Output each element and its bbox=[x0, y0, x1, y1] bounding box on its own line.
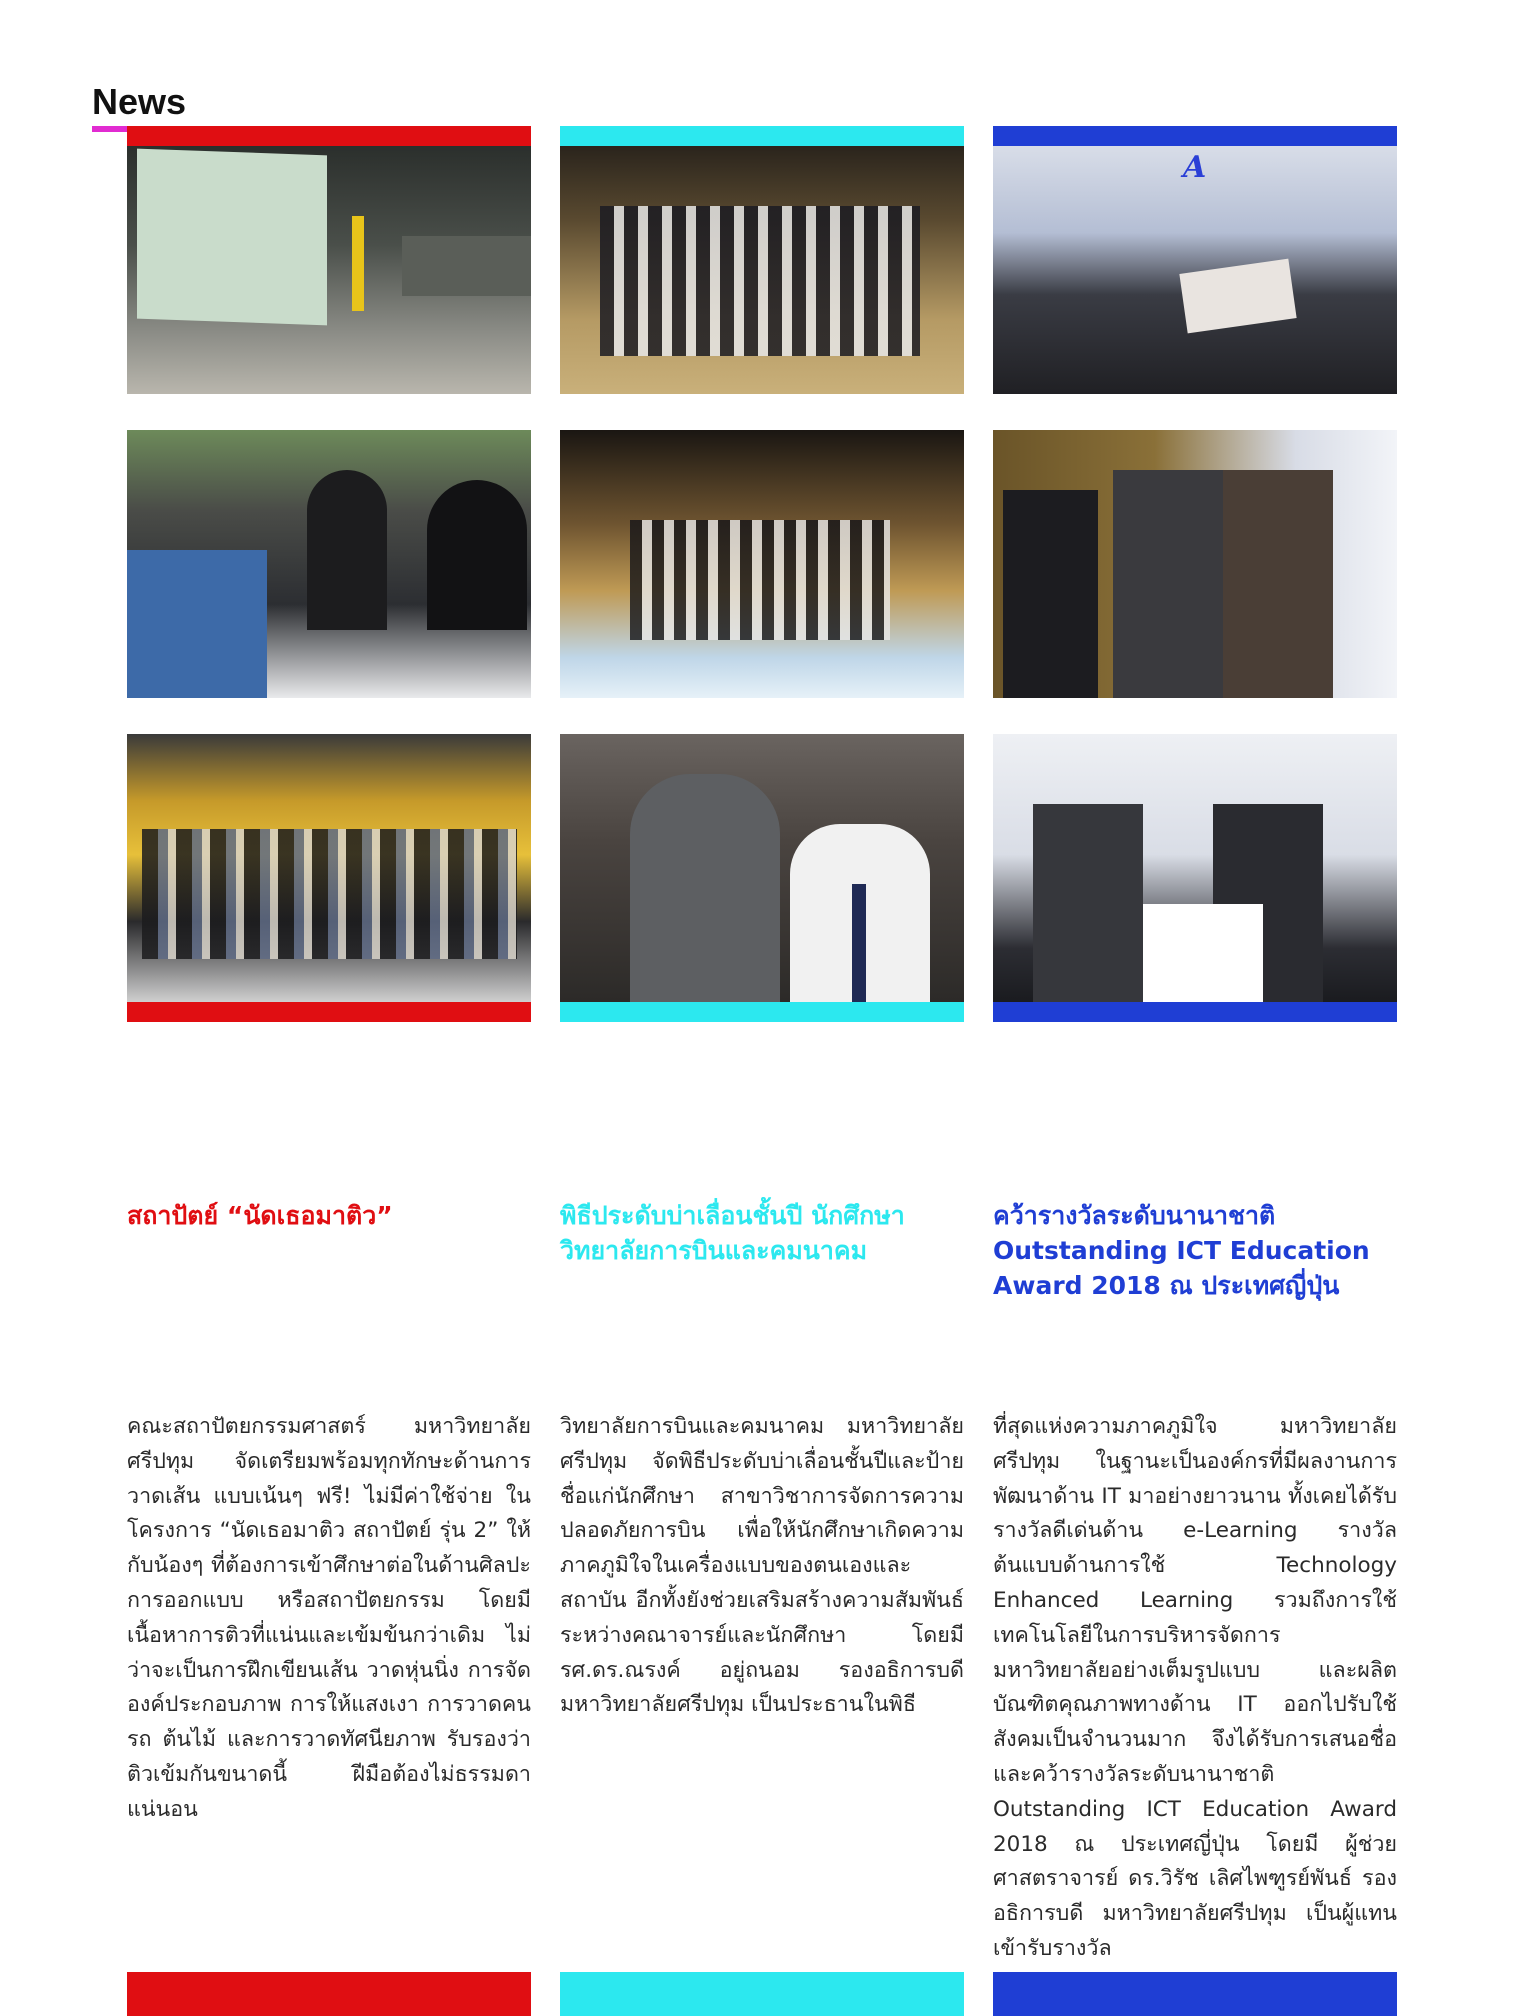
column-2-bottom-bar bbox=[560, 1002, 964, 1022]
column-2-footer-bar bbox=[560, 1972, 964, 2016]
article-body-architecture: คณะสถาปัตยกรรมศาสตร์ มหาวิทยาลัยศรีปทุม จัดเตรียมพร้อมทุกทักษะด้านการวาดเส้น แบบเน้นๆ ฟรี! ไม่มีค่าใช้จ่าย ในโครงการ “นัดเธอมาติว สถาปัตย์ รุ่น 2” ให้กับน้องๆ ที่ต้องการเข้าศึกษาต่อในด้านศิลปะ การออกแบบ หรือสถาปัตยกรรม โดยมีเนื้อหาการติวที่แน่นและเข้มข้นกว่าเดิม ไม่ว่าจะเป็นการฝึกเขียนเส้น วาดหุ่นนิ่ง การจัดองค์ประกอบภาพ การให้แสงเงา การวาดคน รถ ต้นไม้ และการวาดทัศนียภาพ รับรองว่าติวเข้มกันขนาดนี้ ฝีมือต้องไม่ธรรมดาแน่นอน bbox=[127, 1414, 531, 1822]
photo-architecture-lecture-room bbox=[127, 146, 531, 394]
column-3-footer-bar bbox=[993, 1972, 1397, 2016]
article-body-ict-award: ที่สุดแห่งความภาคภูมิใจ มหาวิทยาลัยศรีปทุม ในฐานะเป็นองค์กรที่มีผลงานการพัฒนาด้าน IT มาอย่างยาวนาน ทั้งเคยได้รับรางวัลดีเด่นด้าน e-Learning รางวัลต้นแบบด้านการใช้ Technology Enhanced Learning รวมถึงการใช้เทคโนโลยีในการบริหารจัดการมหาวิทยาลัยอย่างเต็มรูปแบบ และผลิตบัณฑิตคุณภาพทางด้าน IT ออกไปรับใช้สังคมเป็นจำนวนมาก จึงได้รับการเสนอชื่อและคว้ารางวัลระดับนานาชาติ Outstanding ICT Education Award 2018 ณ ประเทศญี่ปุ่น โดยมี ผู้ช่วยศาสตราจารย์ ดร.วิรัช เลิศไพฑูรย์พันธ์ รองอธิการบดี มหาวิทยาลัยศรีปทุม เป็นผู้แทนเข้ารับรางวัล bbox=[993, 1414, 1397, 1961]
column-1-footer-bar bbox=[127, 1972, 531, 2016]
column-3-bottom-bar bbox=[993, 1002, 1397, 1022]
photo-asocio-award-tokyo: A bbox=[993, 146, 1397, 394]
column-1-bottom-bar bbox=[127, 1002, 531, 1022]
column-1-top-bar bbox=[127, 126, 531, 146]
headline-architecture-tutoring: สถาปัตย์ “นัดเธอมาติว” bbox=[127, 1201, 393, 1230]
headline-aviation-ceremony: พิธีประดับบ่าเลื่อนชั้นปี นักศึกษาวิทยาลัยการบินและคมนาคม bbox=[560, 1201, 905, 1265]
photo-shoulder-insignia-ceremony bbox=[560, 430, 964, 698]
photo-aviation-ceremony-group bbox=[560, 146, 964, 394]
photo-asocio-trophy bbox=[993, 734, 1397, 1002]
photo-architecture-students-group bbox=[127, 734, 531, 1002]
column-3-top-bar bbox=[993, 126, 1397, 146]
column-2-top-bar bbox=[560, 126, 964, 146]
photo-award-handshake bbox=[993, 430, 1397, 698]
photo-pinning-insignia bbox=[560, 734, 964, 1002]
photo-students-drawing bbox=[127, 430, 531, 698]
section-title: News bbox=[92, 81, 187, 122]
headline-ict-award: คว้ารางวัลระดับนานาชาติ Outstanding ICT Education Award 2018 ณ ประเทศญี่ปุ่น bbox=[993, 1201, 1370, 1300]
article-body-aviation: วิทยาลัยการบินและคมนาคม มหาวิทยาลัยศรีปทุม จัดพิธีประดับบ่าเลื่อนชั้นปีและป้ายชื่อแก่นักศึกษา สาขาวิชาการจัดการความปลอดภัยการบิน เพื่อให้นักศึกษาเกิดความภาคภูมิใจในเครื่องแบบของตนเองและสถาบัน อีกทั้งยังช่วยเสริมสร้างความสัมพันธ์ระหว่างคณาจารย์และนักศึกษา โดยมี รศ.ดร.ณรงค์ อยู่ถนอม รองอธิการบดีมหาวิทยาลัยศรีปทุม เป็นประธานในพิธี bbox=[560, 1414, 964, 1718]
